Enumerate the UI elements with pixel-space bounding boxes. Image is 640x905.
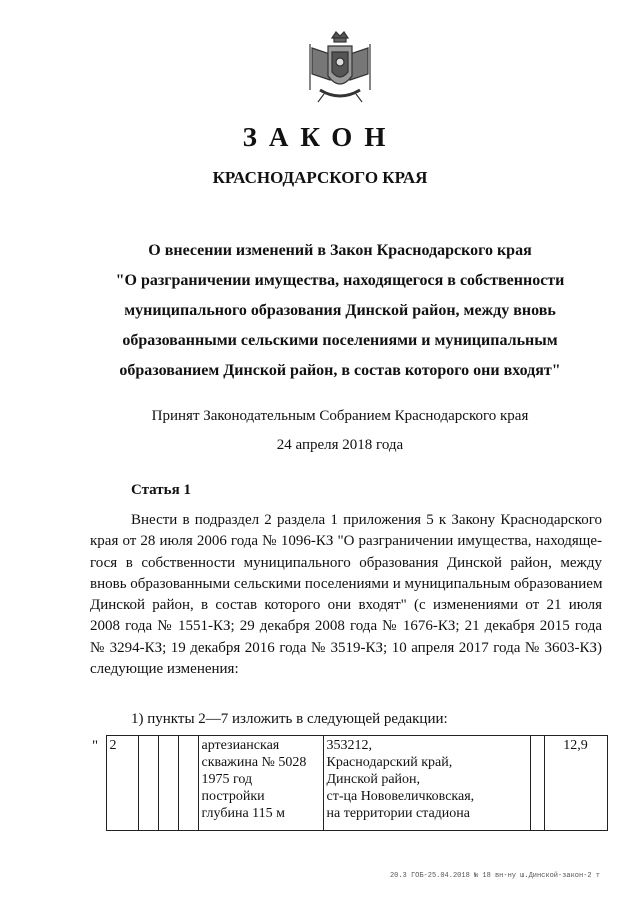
heading-line: образованием Динской район, в состав которого они входят" xyxy=(119,362,561,379)
empty-cell xyxy=(138,736,158,831)
body-line: Динской район, в состав которого они входят" (с изменениями от 21 июля xyxy=(90,597,602,614)
body-line: вновь образованными сельскими поселениями и муниципальным образованием xyxy=(90,575,603,592)
footer-file-reference: 20.3 ГОБ-25.04.2018 № 18 вн-ну ш.Динской-закон-2 т xyxy=(389,872,600,880)
property-table xyxy=(92,735,608,831)
heading-line: образованными сельскими поселениями и муниципальным xyxy=(122,332,558,349)
empty-cell xyxy=(158,736,178,831)
document-title: ЗАКОН xyxy=(242,122,398,152)
body-line: гося в собственности муниципального образования Динской район, между xyxy=(90,554,602,571)
value-cell: 12,9 xyxy=(544,736,607,831)
body-line: 2008 года № 1551-КЗ; 29 декабря 2008 года № 1676-КЗ; 21 декабря 2015 года xyxy=(90,618,602,635)
article-body xyxy=(90,510,602,680)
article-title: Статья 1 xyxy=(131,482,191,498)
open-quote-mark: " xyxy=(92,738,99,754)
body-line: № 3294-КЗ; 19 декабря 2016 года № 3519-КЗ; 10 апреля 2017 года № 3603-КЗ) xyxy=(90,639,602,656)
cell-line: скважина № 5028 xyxy=(201,755,307,770)
quote-cell xyxy=(92,736,106,831)
cell-line: Динской район, xyxy=(326,772,421,787)
adoption-note xyxy=(60,402,620,460)
table-row xyxy=(92,736,607,831)
cell-line: ст-ца Нововеличковская, xyxy=(326,789,475,804)
amendment-item: 1) пункты 2—7 изложить в следующей редакции: xyxy=(131,711,448,727)
body-line: Внести в подраздел 2 раздела 1 приложения 5 к Закону Краснодарского xyxy=(131,512,602,528)
body-line: следующие изменения: xyxy=(90,661,239,678)
empty-cell xyxy=(530,736,544,831)
coat-of-arms-emblem xyxy=(300,28,380,108)
cell-line: Краснодарский край, xyxy=(326,755,453,770)
cell-line: 1975 год xyxy=(201,772,253,787)
adoption-date: 24 апреля 2018 года xyxy=(276,437,404,453)
document-subtitle: КРАСНОДАРСКОГО КРАЯ xyxy=(212,168,428,187)
cell-line: постройки xyxy=(201,789,265,804)
empty-cell xyxy=(178,736,198,831)
heading-line: О внесении изменений в Закон Краснодарского края xyxy=(148,242,532,259)
object-name-cell xyxy=(198,736,323,831)
cell-line: 353212, xyxy=(326,738,372,753)
row-number-cell: 2 xyxy=(106,736,138,831)
body-line: края от 28 июля 2006 года № 1096-КЗ "О разграничении имущества, находяще- xyxy=(90,533,602,550)
cell-line: глубина 115 м xyxy=(201,806,285,821)
heading-line: муниципального образования Динской район, между вновь xyxy=(124,302,556,319)
law-heading xyxy=(60,236,620,386)
address-cell xyxy=(323,736,530,831)
adoption-line: Принят Законодательным Собранием Краснодарского края xyxy=(151,408,529,424)
cell-line: на территории стадиона xyxy=(326,806,470,821)
cell-line: артезианская xyxy=(201,738,280,753)
heading-line: "О разграничении имущества, находящегося в собственности xyxy=(115,272,565,289)
